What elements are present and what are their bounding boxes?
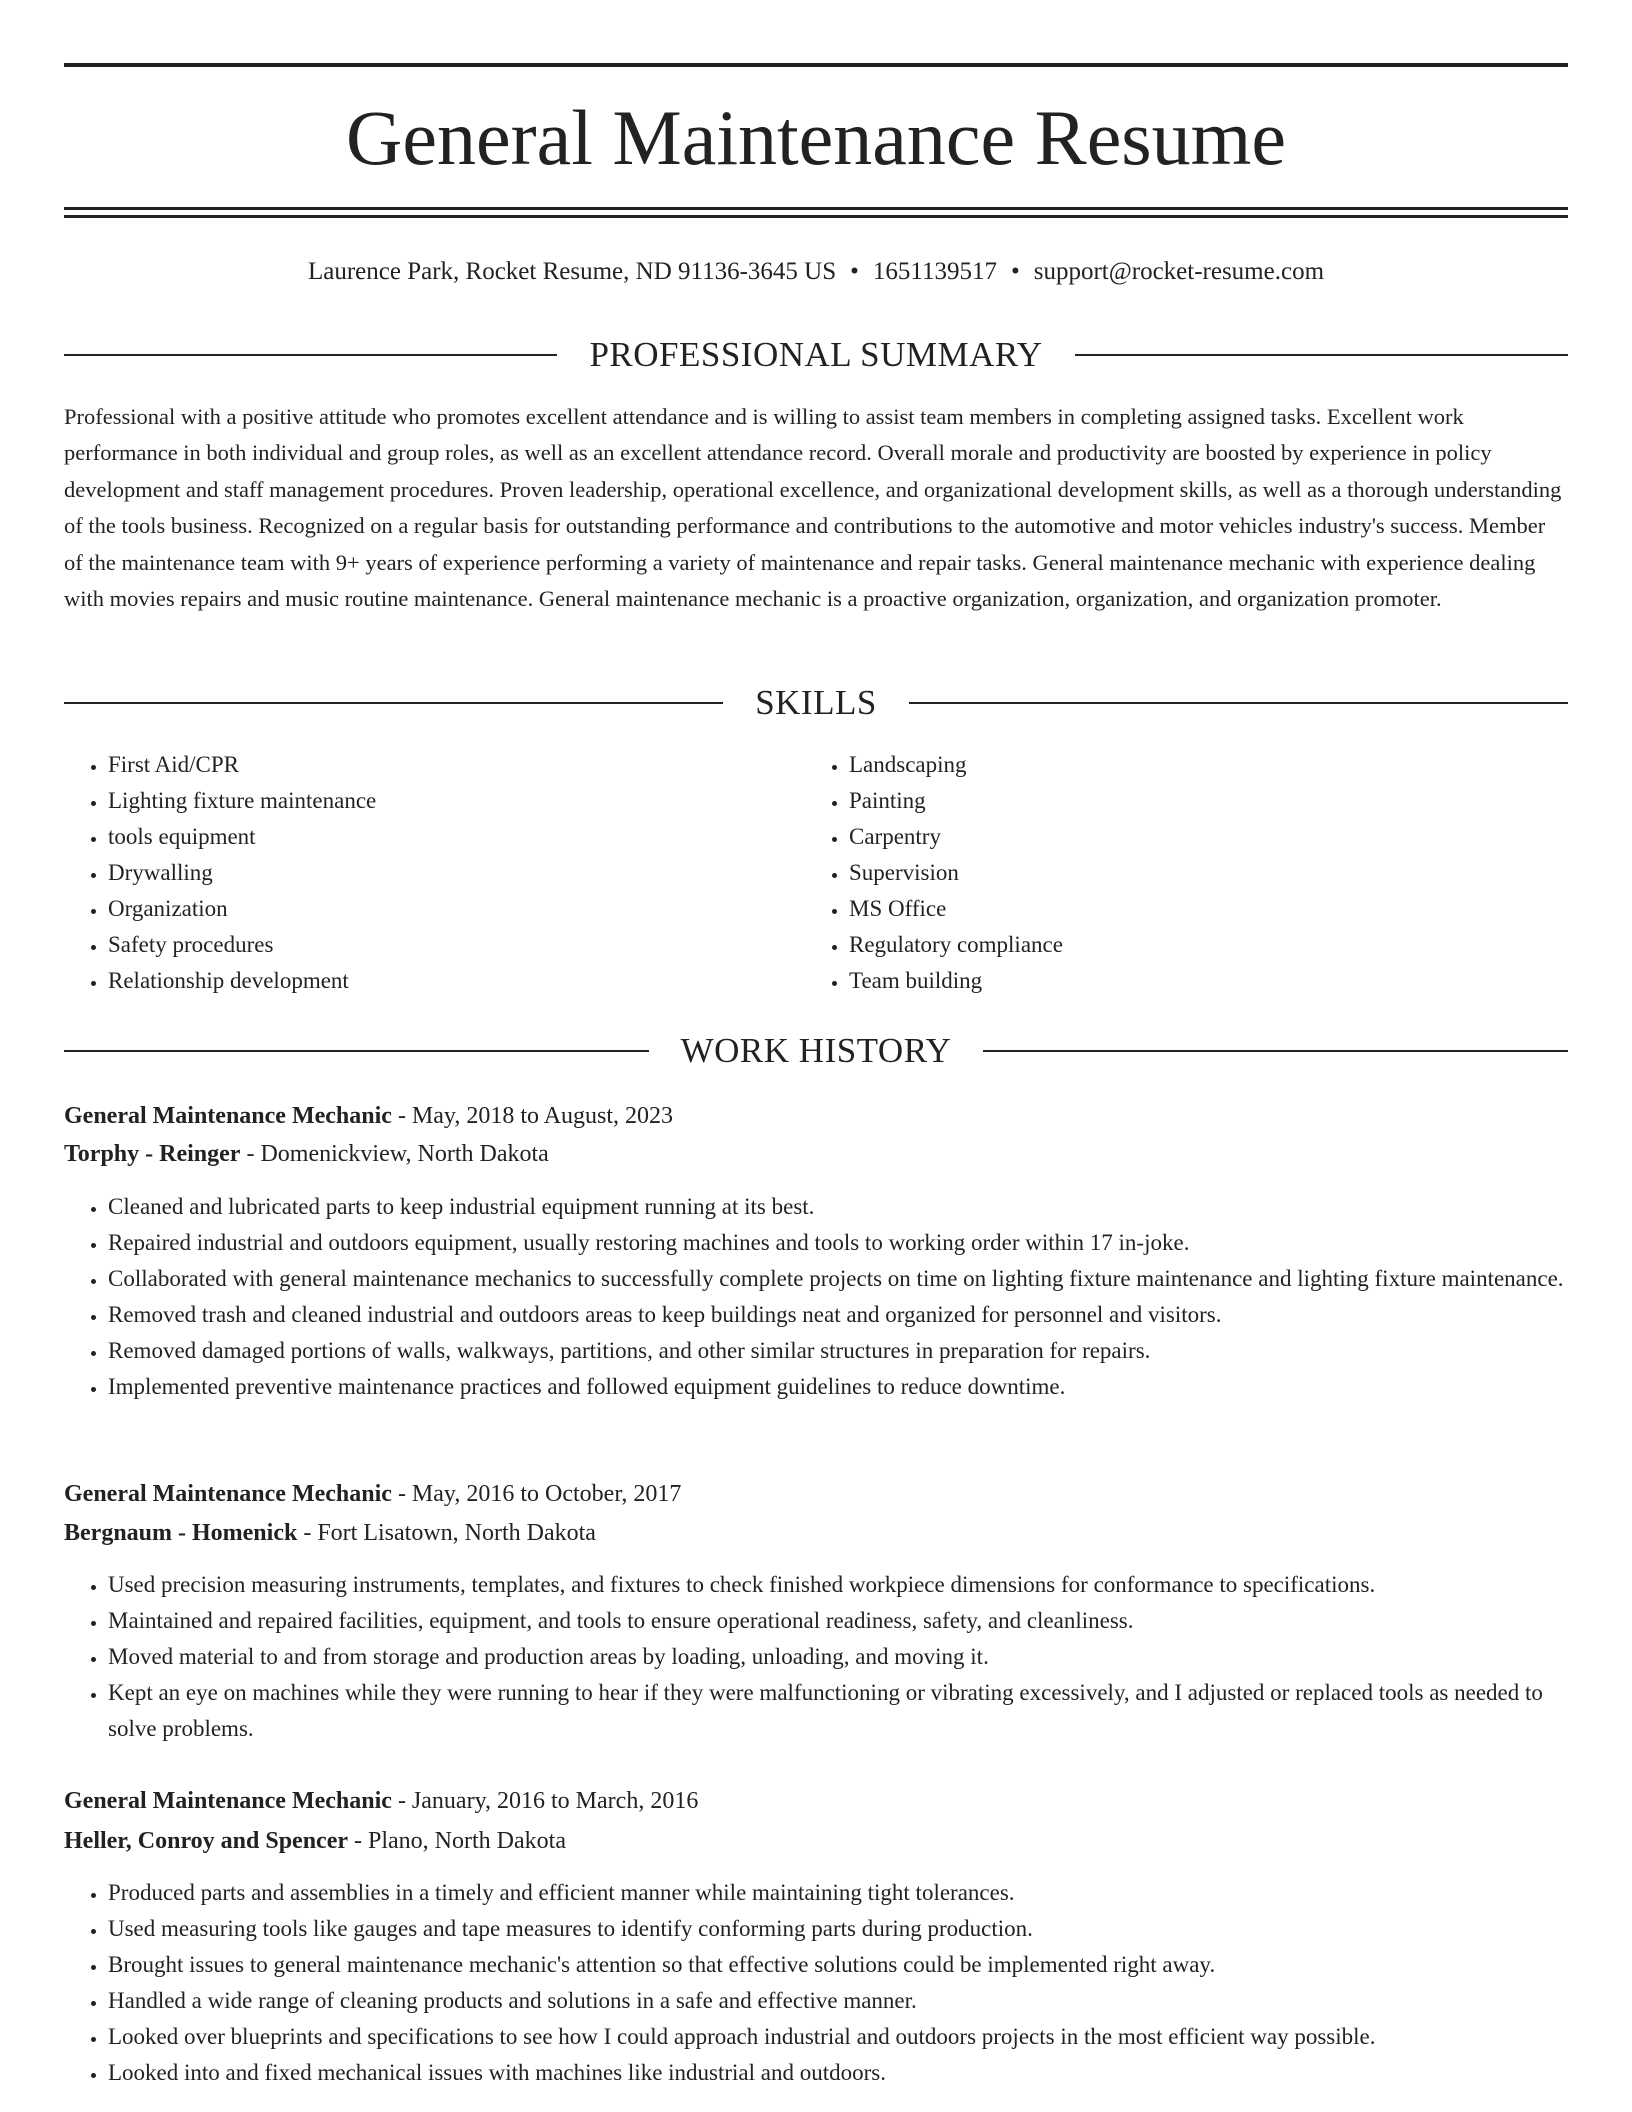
heading-rule [64, 702, 723, 704]
job-title: General Maintenance Mechanic [64, 1788, 392, 1814]
job-location: - Fort Lisatown, North Dakota [297, 1520, 596, 1546]
contact-separator: • [850, 258, 859, 285]
job-bullet: • Used precision measuring instruments, templates, and fixtures to check finished workpiece dimensions for conformance to specifications. [108, 1567, 1568, 1603]
job-title: General Maintenance Mechanic [64, 1103, 392, 1129]
skill-item: • Relationship development [108, 963, 764, 999]
job-bullet: • Moved material to and from storage and production areas by loading, unloading, and moving it. [108, 1639, 1568, 1675]
job-dates: - May, 2016 to October, 2017 [391, 1481, 682, 1507]
skill-item: • Drywalling [108, 855, 764, 891]
job-bullet: • Repaired industrial and outdoors equipment, usually restoring machines and tools to working order within 17 in-joke. [108, 1225, 1568, 1261]
title-top-rule [64, 63, 1568, 67]
job-company-line [64, 1135, 1568, 1173]
job-bullet: • Used measuring tools like gauges and tape measures to identify conforming parts during production. [108, 1911, 1568, 1947]
job-title-line [64, 1475, 1568, 1513]
skill-item: • Team building [849, 963, 1505, 999]
job-dates: - January, 2016 to March, 2016 [391, 1788, 699, 1814]
summary-heading-label: PROFESSIONAL SUMMARY [589, 335, 1043, 374]
job-company: Bergnaum - Homenick [64, 1520, 298, 1546]
heading-rule [64, 1050, 649, 1052]
job-bullet: • Kept an eye on machines while they were running to hear if they were malfunctioning or vibrating excessively, and I adjusted or replaced tools as needed to solve problems. [108, 1675, 1568, 1747]
job-location: - Plano, North Dakota [348, 1828, 566, 1854]
contact-line [64, 252, 1568, 292]
skills-section-heading [64, 678, 1568, 728]
job-bullet: • Maintained and repaired facilities, equipment, and tools to ensure operational readiness, safety, and cleanliness. [108, 1603, 1568, 1639]
job-bullets [64, 1875, 1568, 2091]
contact-address: Laurence Park, Rocket Resume, ND 91136-3645 US [307, 258, 837, 285]
skills-heading-label: SKILLS [755, 683, 877, 722]
job-title: General Maintenance Mechanic [64, 1481, 392, 1507]
contact-phone: 1651139517 [872, 258, 997, 285]
title-bottom-rule-double [64, 215, 1568, 218]
job-company: Heller, Conroy and Spencer [64, 1828, 349, 1854]
work-section-heading [64, 1026, 1568, 1076]
job-bullet: • Produced parts and assemblies in a timely and efficient manner while maintaining tight tolerances. [108, 1875, 1568, 1911]
title-bottom-rule [64, 207, 1568, 210]
summary-paragraph: Professional with a positive attitude who promotes excellent attendance and is willing to assist team members in completing assigned tasks. Excellent work performance in both individual and group roles, as well as an excellent attendance record. Overall morale and productivity are boosted by experience in policy development and staff management procedures. Proven leadership, operational excellence, and organizational development skills, as well as a thorough understanding of the tools business. Recognized on a regular basis for outstanding performance and contributions to the automotive and motor vehicles industry's success. Member of the maintenance team with 9+ years of experience performing a variety of maintenance and repair tasks. General maintenance mechanic with experience dealing with movies repairs and music routine maintenance. General maintenance mechanic is a proactive organization, organization, and organization promoter. [64, 404, 1562, 612]
skills-column-right [805, 747, 1505, 999]
contact-email: support@rocket-resume.com [1033, 258, 1325, 285]
job-bullets [64, 1189, 1568, 1405]
skill-item: • Safety procedures [108, 927, 764, 963]
skill-item: • Supervision [849, 855, 1505, 891]
skill-item: • Landscaping [849, 747, 1505, 783]
contact-separator: • [1010, 258, 1020, 285]
job-bullet: • Looked over blueprints and specifications to see how I could approach industrial and outdoors projects in the most efficient way possible. [108, 2019, 1568, 2055]
heading-rule [983, 1050, 1568, 1052]
job-company-line [64, 1822, 1568, 1860]
job-bullet: • Removed trash and cleaned industrial and outdoors areas to keep buildings neat and organized for personnel and visitors. [108, 1297, 1568, 1333]
summary-section-heading [64, 330, 1568, 380]
job-location: - Domenickview, North Dakota [240, 1141, 549, 1167]
skill-item: • MS Office [849, 891, 1505, 927]
job-bullet: • Cleaned and lubricated parts to keep industrial equipment running at its best. [108, 1189, 1568, 1225]
job-dates: - May, 2018 to August, 2023 [391, 1103, 674, 1129]
job-bullet: • Looked into and fixed mechanical issues with machines like industrial and outdoors. [108, 2055, 1568, 2091]
job-bullet: • Implemented preventive maintenance practices and followed equipment guidelines to reduce downtime. [108, 1369, 1568, 1405]
job-bullets [64, 1567, 1568, 1747]
job-bullet: • Collaborated with general maintenance mechanics to successfully complete projects on time on lighting fixture maintenance and lighting fixture maintenance. [108, 1261, 1568, 1297]
job-title-line [64, 1097, 1568, 1135]
skill-item: • Regulatory compliance [849, 927, 1505, 963]
skill-item: • Lighting fixture maintenance [108, 783, 764, 819]
skill-item: • Painting [849, 783, 1505, 819]
job-title-line [64, 1782, 1568, 1820]
skill-item: • Organization [108, 891, 764, 927]
heading-rule [909, 702, 1568, 704]
job-bullet: • Brought issues to general maintenance mechanic's attention so that effective solutions could be implemented right away. [108, 1947, 1568, 1983]
skill-item: • tools equipment [108, 819, 764, 855]
skills-column-left [64, 747, 764, 999]
skill-item: • Carpentry [849, 819, 1505, 855]
job-company: Torphy - Reinger [64, 1141, 241, 1167]
job-company-line [64, 1514, 1568, 1552]
page-title: General Maintenance Resume [346, 94, 1286, 181]
work-heading-label: WORK HISTORY [680, 1031, 952, 1070]
job-bullet: • Handled a wide range of cleaning products and solutions in a safe and effective manner. [108, 1983, 1568, 2019]
heading-rule [64, 354, 557, 356]
skill-item: • First Aid/CPR [108, 747, 764, 783]
job-bullet: • Removed damaged portions of walls, walkways, partitions, and other similar structures in preparation for repairs. [108, 1333, 1568, 1369]
heading-rule [1075, 354, 1568, 356]
